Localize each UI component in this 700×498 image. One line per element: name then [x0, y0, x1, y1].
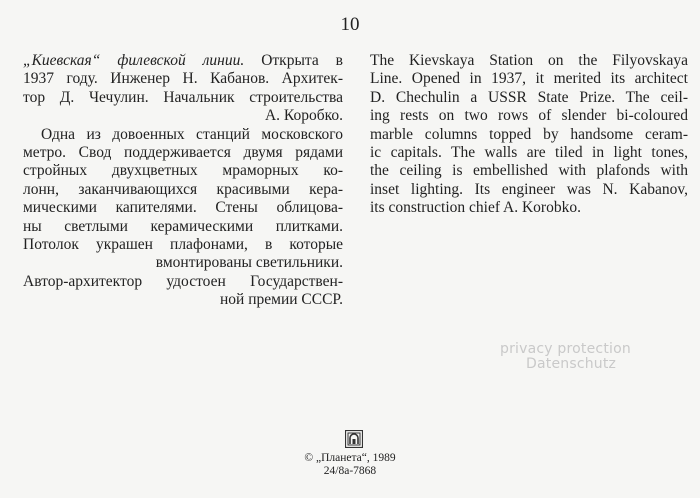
ru-line-7: стройных двухцветных мраморных ко- [23, 162, 343, 180]
en-line-3: D. Chechulin a USSR State Prize. The ceil- [370, 88, 688, 106]
page-number: 10 [340, 14, 360, 35]
en-line-2: Line. Opened in 1937, it merited its architect [370, 70, 688, 88]
ru-line-1 [23, 52, 343, 70]
ru-line-11: Потолок украшен плафонами, в которые [23, 236, 343, 254]
privacy-watermark [490, 342, 660, 372]
en-line-5: marble columns topped by handsome ceram- [370, 125, 688, 143]
ru-line-3: тор Д. Чечулин. Начальник строительства [23, 88, 343, 106]
imprint-copyright: © „Планета“, 1989 [304, 452, 396, 464]
ru-line-10: ны светлыми керамическими плитками. [23, 217, 343, 235]
en-line-1: The Kievskaya Station on the Filyovskaya [370, 52, 688, 69]
en-line-8: inset lighting. Its engineer was N. Kabanov, [370, 180, 688, 198]
ru-line-5: Одна из довоенных станций московского [41, 125, 343, 143]
ru-line-13: Автор-архитектор удостоен Государствен- [23, 272, 343, 290]
watermark-line-1: privacy protection [500, 341, 631, 357]
ru-title: „Киевская“ филевской линии. [23, 52, 245, 69]
en-line-6: ic capitals. The walls are tiled in light tones, [370, 144, 688, 162]
ru-line-8: лонн, заканчивающихся красивыми кера- [23, 180, 343, 198]
ru-line-12: вмонтированы светильники. [155, 254, 343, 272]
ru-line-14: ной премии СССР. [220, 291, 343, 309]
watermark-line-2: Datenschutz [526, 356, 617, 372]
en-line-7: the ceiling is embellished with plafonds with [370, 162, 688, 180]
english-column [370, 52, 688, 218]
ru-line-1-rest: Открыта в [244, 52, 343, 69]
publisher-logo-icon [345, 430, 363, 448]
imprint [270, 452, 430, 478]
ru-line-9: мическими капителями. Стены облицова- [23, 199, 343, 217]
ru-line-4: А. Коробко. [264, 107, 343, 125]
en-line-9: its construction chief A. Korobko. [370, 199, 581, 217]
russian-column [23, 52, 343, 310]
ru-line-2: 1937 году. Инженер Н. Кабанов. Архитек- [23, 70, 343, 88]
en-line-4: ing rests on two rows of slender bi-coloured [370, 107, 688, 125]
ru-line-6: метро. Свод поддерживается двумя рядами [23, 144, 343, 162]
imprint-code: 24/8а-7868 [323, 465, 377, 477]
